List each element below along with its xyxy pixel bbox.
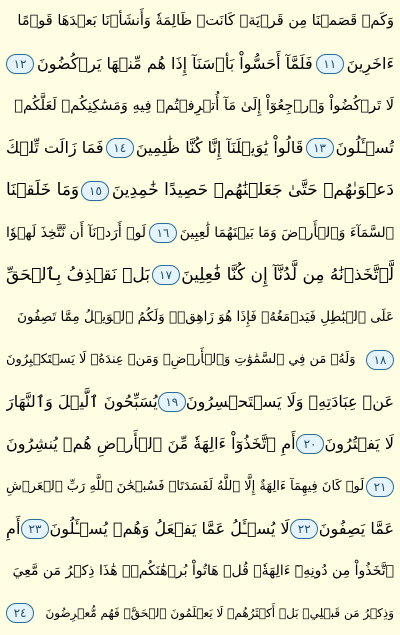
text-line-4: [6, 129, 394, 168]
text-line-1: [6, 2, 394, 41]
verse-text: يُسَبِّحُونَ ٱلَّيۡلَ وَٱلنَّهَارَ: [6, 392, 158, 412]
text-line-9: [6, 340, 394, 379]
verse-text: لَا تَرۡكُضُواْ وَٱرۡجِعُوٓاْ إِلَىٰ مَآ أُتۡرِفۡتُمۡ فِيهِ وَمَسَٰكِنِكُمۡ لَعَلَّكُمۡ: [14, 97, 394, 114]
verse-text: ٱتَّخَذُواْ مِن دُونِهِۦٓ ءَالِهَةٗۖ قُلۡ هَاتُواْ بُرۡهَٰنَكُمۡۖ هَٰذَا ذِكۡرُ مَن مَّعِيَ: [12, 563, 394, 580]
verse-text: أَمِ: [6, 518, 21, 538]
verse-text: أَمِ ٱتَّخَذُوٓاْ ءَالِهَةٗ مِّنَ ٱلۡأَرۡضِ هُمۡ يُنشِرُونَ: [6, 434, 296, 454]
verse-text: لَا يُسۡـَٔلُ عَمَّا يَفۡعَلُ وَهُمۡ يُسۡـَٔلُونَ: [49, 518, 290, 538]
verse-text: بَلۡ نَقۡذِفُ بِٱلۡحَقِّ: [6, 264, 150, 285]
verse-text: لَا يَفۡتُرُونَ: [324, 434, 394, 454]
verse-text: لَوۡ كَانَ فِيهِمَآ ءَالِهَةٌ إِلَّا ٱللَّهُ لَفَسَدَتَاۚ فَسُبۡحَٰنَ ٱللَّهِ رَبِّ ٱلۡعَرۡشِ: [6, 479, 365, 495]
verse-text: عَنۡ عِبَادَتِهِۦ وَلَا يَسۡتَحۡسِرُونَ: [185, 392, 394, 412]
verse-text: تُسۡـَٔلُونَ: [335, 138, 394, 158]
text-line-12: [6, 467, 394, 506]
text-line-15: [6, 594, 394, 633]
verse-end-marker: ١٩: [158, 392, 186, 412]
verse-text: فَلَمَّآ أَحَسُّواْ بَأۡسَنَآ إِذَا هُم مِّنۡهَا يَرۡكُضُونَ: [37, 53, 313, 73]
verse-text: فَمَا زَالَت تِّلۡكَ: [6, 138, 104, 158]
verse-text: وَلَهُۥ مَن فِي ٱلسَّمَٰوَٰتِ وَٱلۡأَرۡضِۚ وَمَنۡ عِندَهُۥ لَا يَسۡتَكۡبِرُونَ: [6, 352, 356, 368]
text-line-3: [6, 87, 394, 126]
text-line-13: [6, 509, 394, 548]
verse-end-marker: ١٣: [306, 138, 334, 158]
verse-end-marker: ٢٠: [296, 434, 324, 454]
text-line-2: [6, 44, 394, 83]
verse-end-marker: ١٥: [81, 181, 109, 201]
verse-text: عَمَّا يَصِفُونَ: [318, 518, 394, 538]
verse-end-marker: ٢١: [366, 477, 394, 497]
text-line-14: [6, 552, 394, 591]
text-line-8: [6, 298, 394, 337]
text-line-5: [6, 171, 394, 210]
verse-text: قَالُواْ يَٰوَيۡلَنَآ إِنَّا كُنَّا ظَٰلِمِينَ: [135, 138, 304, 158]
verse-end-marker: ١٨: [366, 350, 394, 370]
verse-text: وَذِكۡرُ مَن قَبۡلِيۚ بَلۡ أَكۡثَرُهُمۡ لَا يَعۡلَمُونَ ٱلۡحَقَّۖ فَهُم مُّعۡرِضُونَ: [45, 606, 394, 621]
verse-end-marker: ١٦: [149, 223, 177, 243]
verse-end-marker: ١٤: [106, 138, 134, 158]
verse-text: لَّٱتَّخَذۡنَٰهُ مِن لَّدُنَّآ إِن كُنَّا فَٰعِلِينَ: [181, 264, 394, 285]
verse-end-marker: ١٧: [152, 265, 180, 285]
verse-text: دَعۡوَىٰهُمۡ حَتَّىٰ جَعَلۡنَٰهُمۡ حَصِيدًا خَٰمِدِينَ: [111, 180, 394, 201]
verse-text: لَوۡ أَرَدۡنَآ أَن نَّتَّخِذَ لَهۡوٗا: [6, 224, 147, 241]
verse-end-marker: ٢٢: [290, 519, 318, 539]
text-line-7: [6, 256, 394, 295]
text-line-6: [6, 213, 394, 252]
verse-end-marker: ١١: [316, 54, 344, 74]
verse-end-marker: ٢٤: [6, 603, 34, 623]
verse-end-marker: ١٢: [6, 54, 34, 74]
verse-end-marker: ٢٣: [21, 519, 49, 539]
verse-text: وَمَا خَلَقۡنَا: [6, 180, 80, 201]
text-line-10: [6, 383, 394, 422]
verse-text: ءَاخَرِينَ: [346, 53, 394, 73]
verse-text: وَكَمۡ قَصَمۡنَا مِن قَرۡيَةٖ كَانَتۡ ظَالِمَةٗ وَأَنشَأۡنَا بَعۡدَهَا قَوۡمًا: [17, 13, 394, 30]
text-line-11: [6, 425, 394, 464]
verse-text: ٱلسَّمَآءَ وَٱلۡأَرۡضَ وَمَا بَيۡنَهُمَا لَٰعِبِينَ: [179, 224, 394, 241]
verse-text: عَلَى ٱلۡبَٰطِلِ فَيَدۡمَغُهُۥ فَإِذَا هُوَ زَاهِقٞۚ وَلَكُمُ ٱلۡوَيۡلُ مِمَّا تَصِفُونَ: [17, 308, 394, 325]
